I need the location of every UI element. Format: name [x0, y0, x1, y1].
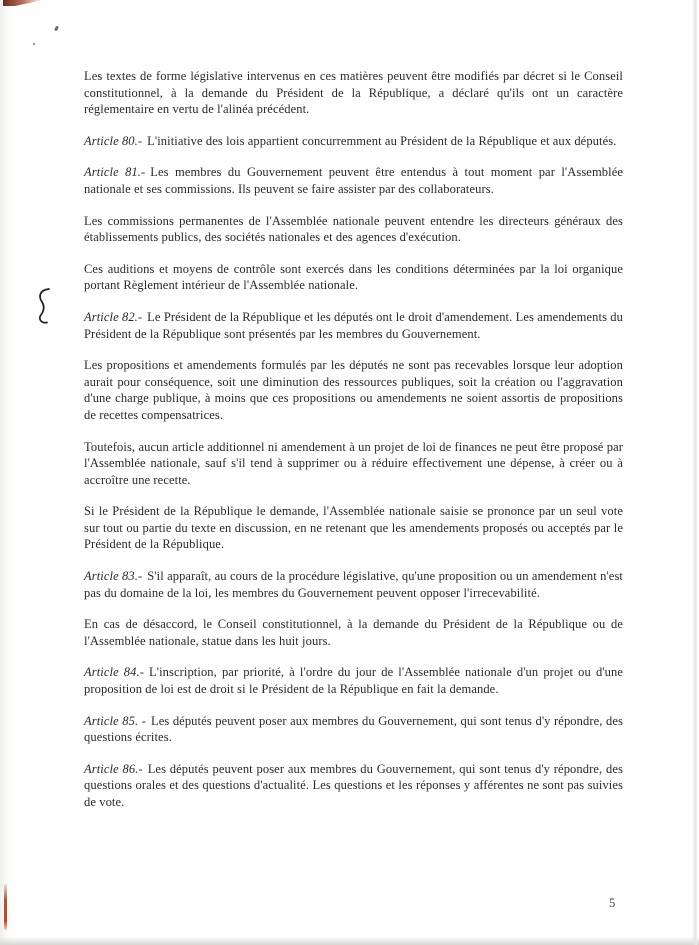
paragraph: [84, 68, 623, 118]
paragraph: [84, 261, 623, 294]
paragraph-text: Les députés peuvent poser aux membres du Gouvernement, qui sont tenus d'y répondre, des questions orales et des questions d'actualité. Les questions et les réponses y afférentes ne sont pas suivies de vote.: [84, 761, 623, 809]
paragraph: [84, 503, 623, 553]
article-label: Article 82.-: [84, 309, 143, 324]
paragraph-article-81: [84, 164, 623, 197]
paragraph-text: Le Président de la République et les députés ont le droit d'amendement. Les amendements du Président de la République sont présentés par les membres du Gouvernement.: [84, 309, 623, 341]
page-left-edge-shadow: [0, 0, 13, 945]
paragraph: [84, 213, 623, 246]
paragraph-text: Les membres du Gouvernement peuvent être entendus à tout moment par l'Assemblée nationale et ses commissions. Ils peuvent se faire assister par des collaborateurs.: [84, 165, 623, 196]
paragraph: [84, 439, 623, 489]
paragraph-article-84: [84, 664, 623, 697]
page-right-edge-shadow: [692, 0, 697, 945]
article-label: Article 86.-: [84, 761, 143, 776]
paragraph-text: Si le Président de la République le demande, l'Assemblée nationale saisie se prononce par un seul vote sur tout ou partie du texte en discussion, en ne retenant que les amendements proposés ou acceptés par le Président de la République.: [84, 504, 623, 552]
ink-speck: [54, 26, 59, 32]
paragraph-article-85: [84, 713, 623, 746]
paragraph-article-82: [84, 309, 623, 342]
paragraph-text: En cas de désaccord, le Conseil constitutionnel, à la demande du Président de la République ou de l'Assemblée nationale, statue dans les huit jours.: [84, 617, 623, 648]
page-number: 5: [609, 896, 616, 910]
paragraph-text: Les commissions permanentes de l'Assemblée nationale peuvent entendre les directeurs généraux des établissements publics, des sociétés nationales et des agences d'exécution.: [84, 213, 623, 245]
paragraph: [84, 616, 623, 649]
paragraph-article-80: [84, 133, 623, 150]
page-bottom-edge-shadow: [0, 938, 699, 945]
handwritten-margin-mark: [31, 287, 55, 327]
background-left-sliver: [4, 884, 7, 930]
paragraph-text: L'inscription, par priorité, à l'ordre du jour de l'Assemblée nationale d'un projet ou d'une proposition de loi est de droit si le Président de la République en fait la demande.: [84, 665, 623, 697]
paragraph-article-83: [84, 568, 623, 601]
article-label: Article 85. -: [84, 713, 146, 728]
article-label: Article 81.-: [84, 165, 146, 180]
document-body: [84, 68, 623, 826]
article-label: Article 80.-: [84, 133, 143, 148]
paragraph-text: Les propositions et amendements formulés par les députés ne sont pas recevables lorsque leur adoption aurait pour conséquence, soit une diminution des ressources publiques, soit la création ou l'aggravation d'une charge publique, à moins que ces propositions ou amendements ne soient assortis de propositions de recettes compensatrices.: [84, 358, 623, 422]
article-label: Article 84.-: [84, 665, 144, 680]
paragraph: [84, 357, 623, 423]
paragraph-text: S'il apparaît, au cours de la procédure législative, qu'une proposition ou un amendement n'est pas du domaine de la loi, les membres du Gouvernement peuvent opposer l'irrecevabilité.: [84, 569, 623, 600]
ink-speck: [33, 43, 35, 45]
background-corner-sliver: [3, 0, 43, 6]
paragraph-text: Ces auditions et moyens de contrôle sont exercés dans les conditions déterminées par la loi organique portant Règlement intérieur de l'Assemblée nationale.: [84, 261, 623, 293]
paragraph-text: L'initiative des lois appartient concurremment au Président de la République et aux députés.: [147, 133, 617, 148]
paragraph-text: Les textes de forme législative intervenus en ces matières peuvent être modifiés par décret si le Conseil constitutionnel, à la demande du Président de la République, a déclaré qu'ils ont un caractère réglementaire en vertu de l'alinéa précédent.: [84, 69, 623, 117]
paragraph-article-86: [84, 761, 623, 811]
article-label: Article 83.-: [84, 569, 143, 584]
paragraph-text: Les députés peuvent poser aux membres du Gouvernement, qui sont tenus d'y répondre, des questions écrites.: [84, 713, 623, 745]
paragraph-text: Toutefois, aucun article additionnel ni amendement à un projet de loi de finances ne peut être proposé par l'Assemblée nationale, sauf s'il tend à supprimer ou à réduire effectivement une dépense, à créer ou à accroître une recette.: [84, 439, 623, 487]
